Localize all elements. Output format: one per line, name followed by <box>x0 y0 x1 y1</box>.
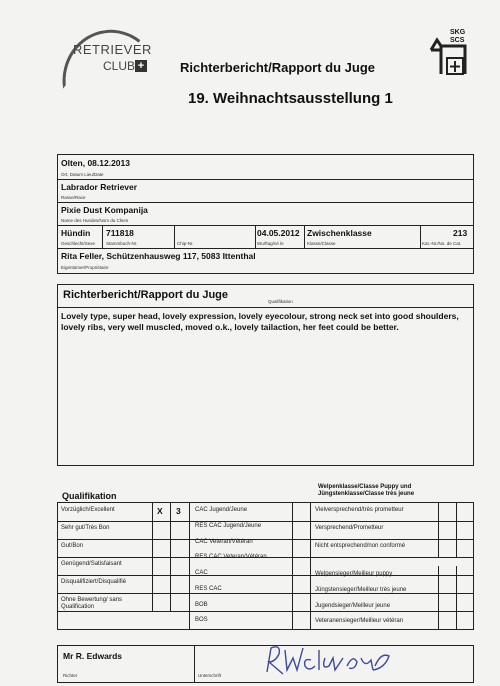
qual-grid-row <box>58 611 473 629</box>
row-breed <box>58 179 473 203</box>
judge-name-label: Richter <box>63 673 78 678</box>
qual-grid-row <box>58 575 473 594</box>
dog-info-box <box>57 154 474 274</box>
sex-value: Hündin <box>61 228 91 238</box>
qual-grid-row <box>58 503 473 522</box>
qual-label: Genügend/Satisfaisant <box>61 561 122 567</box>
qualifikation-box <box>57 502 474 630</box>
report-text: Lovely type, super head, lovely expression, lovely eyecolour, strong neck set into good shoulders, lovely ribs, very well muscled, moved o.k., lovely tailaction, her feet could be better. <box>61 311 459 332</box>
breed-label: Rasse/Race <box>61 195 86 200</box>
place-date-label: Ort, Datum Lieu/Date <box>61 172 104 177</box>
owner-value: Rita Feller, Schützenhausweg 117, 5083 Ittenthal <box>61 251 256 261</box>
winner-label: Jüngstensieger/Meilleur très jeune <box>315 586 407 593</box>
qualifikation-title: Qualifikation <box>62 491 117 501</box>
award-label: CAC Veteran/Vétéran <box>195 538 253 545</box>
winner-label: Welpensieger/Meilleur puppy <box>315 571 393 577</box>
owner-label: Eigentümer/Propriétaire <box>61 265 109 270</box>
qual-label: Vorzüglich/Excellent <box>61 507 115 513</box>
report-qual-label: Qualifikation <box>268 299 293 304</box>
logo-cross: + <box>135 60 147 72</box>
skg-logo <box>425 28 477 84</box>
skg-text: SKG <box>450 29 466 36</box>
place-date-value: Olten, 08.12.2013 <box>61 158 130 168</box>
qual-rank[interactable]: 3 <box>176 506 181 516</box>
cat-value: 213 <box>453 228 468 238</box>
puppy-class-title: Welpenklasse/Classe Puppy und Jüngstenklasse/Classe très jeune <box>318 484 415 497</box>
dog-name-label: Name des Hundes/Nom du Chien <box>61 218 129 223</box>
award-label: CAC <box>195 570 208 576</box>
sex-label: Geschlecht/Sexe <box>61 241 96 246</box>
class-label: Klasse/Classe <box>307 241 336 246</box>
award-label: BOB <box>195 601 208 608</box>
report-header <box>58 285 473 308</box>
qual-mark[interactable]: X <box>157 506 163 516</box>
dog-name-value: Pixie Dust Kompanija <box>61 205 148 215</box>
puppy-label: Nicht entsprechend/non conformé <box>315 543 406 549</box>
qual-label: Ohne Bewertung/ sans Qualification <box>61 597 123 610</box>
puppy-label: Versprechend/Prometteur <box>315 525 384 531</box>
winner-label: Veteranensieger/Meilleur vétéran <box>315 618 404 625</box>
dob-value: 04.05.2012 <box>257 228 300 238</box>
logo-text-club: CLUB <box>103 59 136 73</box>
row-details <box>58 225 473 249</box>
qual-label: Gut/Bon <box>61 543 84 549</box>
winner-label: Jugendsieger/Meilleur jeune <box>315 602 391 609</box>
judge-report-box <box>57 284 474 466</box>
judge-signature <box>263 640 393 680</box>
event-title: 19. Weihnachtsausstellung 1 <box>188 90 393 107</box>
report-title: Richterbericht/Rapport du Juge <box>63 289 229 301</box>
award-label: CAC Jugend/Jeune <box>195 507 248 513</box>
qual-label: Disqualifiziert/Disqualifié <box>61 579 127 585</box>
qual-grid-row <box>58 521 473 540</box>
retriever-club-logo <box>55 26 165 78</box>
award-label: RES CAC Jugend/Jeune <box>195 522 262 529</box>
award-label: RES CAC <box>195 585 222 592</box>
judge-name: Mr R. Edwards <box>63 651 123 661</box>
row-place-date <box>58 155 473 180</box>
award-label: BOS <box>195 617 208 624</box>
dob-label: Wurftag/né le <box>257 241 284 246</box>
scs-text: SCS <box>450 37 465 44</box>
cat-label: Kat.-Nr./No. de Cat. <box>422 241 462 246</box>
qual-label: Sehr gut/Très Bon <box>61 525 110 531</box>
award-label: RES CAC Veteran/Vétéran <box>195 554 267 561</box>
puppy-label: Vielversprechend/très prometteur <box>315 507 404 513</box>
breed-value: Labrador Retriever <box>61 182 138 192</box>
signature-label: Unterschrift <box>198 673 222 678</box>
judge-box <box>57 645 474 683</box>
chip-label: Chip-Nr. <box>177 241 194 246</box>
qual-grid-row <box>58 593 473 612</box>
row-dog-name <box>58 202 473 226</box>
stud-value: 711818 <box>106 228 134 238</box>
stud-label: Stammbuch-Nr. <box>106 241 138 246</box>
row-owner <box>58 248 473 272</box>
class-value: Zwischenklasse <box>307 228 372 238</box>
logo-text-retriever: RETRIEVER <box>73 42 152 57</box>
page-title: Richterbericht/Rapport du Juge <box>180 60 376 75</box>
